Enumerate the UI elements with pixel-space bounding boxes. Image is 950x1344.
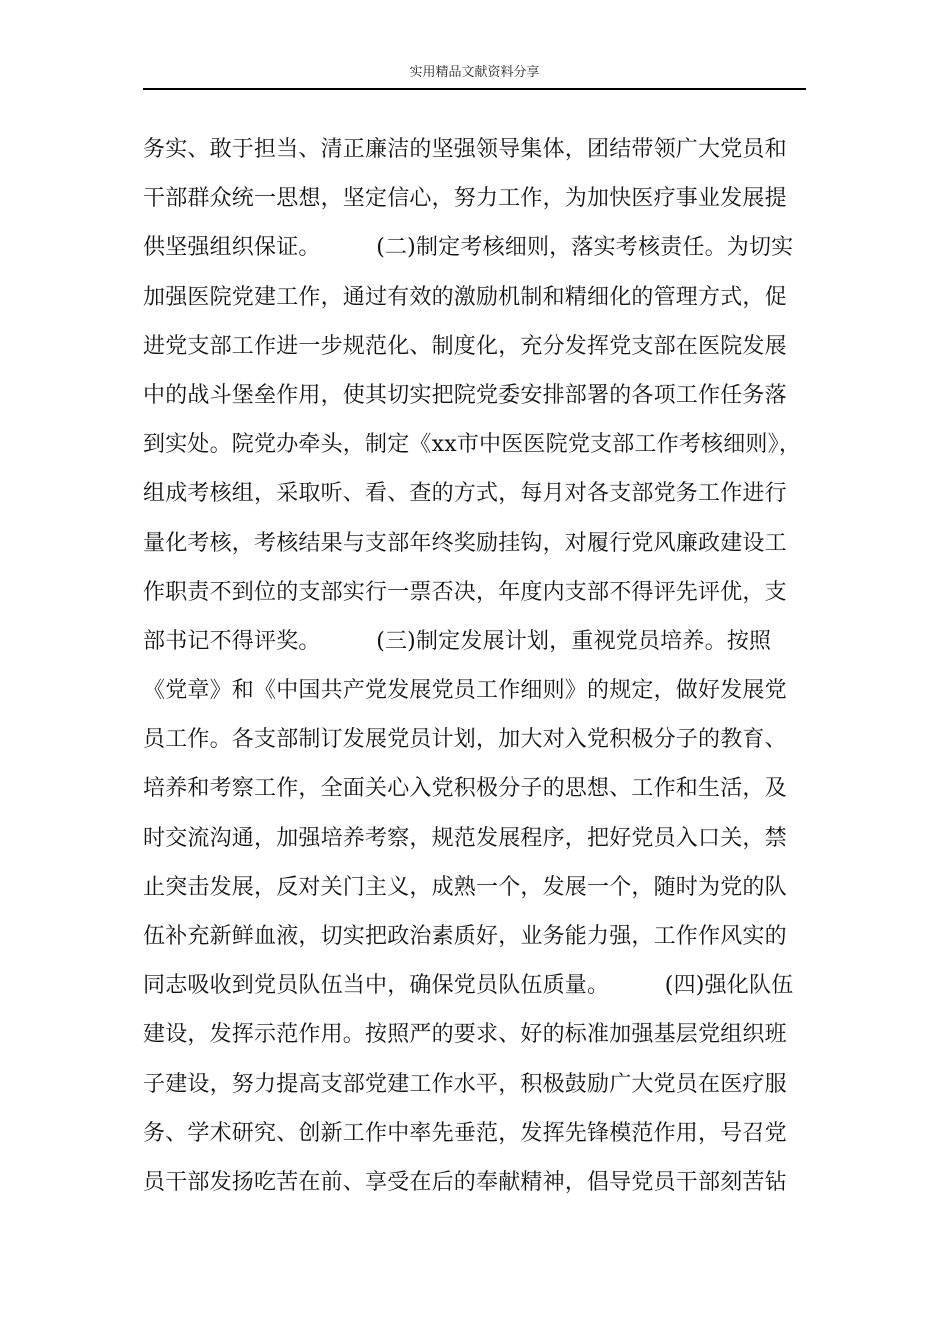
text-line: 培养和考察工作，全面关心入党积极分子的思想、工作和生活，及 <box>143 776 787 802</box>
text-line: 员干部发扬吃苦在前、享受在后的奉献精神，倡导党员干部刻苦钻 <box>143 1169 787 1195</box>
text-line: 务实、敢于担当、清正廉洁的坚强领导集体，团结带领广大党员和 <box>143 137 787 162</box>
text-line: 干部群众统一思想，坚定信心，努力工作，为加快医疗事业发展提 <box>143 186 787 212</box>
text-line: 同志吸收到党员队伍当中，确保党员队伍质量。 (四)强化队伍 <box>143 973 794 999</box>
text-line: 子建设，努力提高支部党建工作水平，积极鼓励广大党员在医疗服 <box>143 1071 787 1097</box>
text-line: 部书记不得评奖。 (三)制定发展计划，重视党员培养。按照 <box>143 628 772 654</box>
text-line: 中的战斗堡垒作用，使其切实把院党委安排部署的各项工作任务落 <box>143 382 787 408</box>
text-line: 进党支部工作进一步规范化、制度化，充分发挥党支部在医院发展 <box>143 333 787 359</box>
text-line: 到实处。院党办牵头，制定《xx市中医医院党支部工作考核细则》， <box>143 432 802 458</box>
text-line: 员工作。各支部制订发展党员计划，加大对入党积极分子的教育、 <box>143 727 787 753</box>
text-line: 供坚强组织保证。 (二)制定考核细则，落实考核责任。为切实 <box>143 235 794 261</box>
header-title: 实用精品文献资料分享 <box>409 65 540 80</box>
text-line: 组成考核组，采取听、看、查的方式，每月对各支部党务工作进行 <box>143 481 787 507</box>
text-line: 建设，发挥示范作用。按照严的要求、好的标准加强基层党组织班 <box>143 1022 787 1048</box>
text-line: 时交流沟通，加强培养考察，规范发展程序，把好党员入口关，禁 <box>143 825 787 851</box>
text-line: 《党章》和《中国共产党发展党员工作细则》的规定，做好发展党 <box>143 678 787 704</box>
document-body <box>143 125 813 1207</box>
text-line: 务、学术研究、创新工作中率先垂范，发挥先锋模范作用，号召党 <box>143 1120 787 1146</box>
text-line: 伍补充新鲜血液，切实把政治素质好，业务能力强，工作作风实的 <box>143 924 787 949</box>
text-line: 加强医院党建工作，通过有效的激励机制和精细化的管理方式，促 <box>143 284 787 310</box>
text-line: 量化考核，考核结果与支部年终奖励挂钩，对履行党风廉政建设工 <box>143 530 787 556</box>
text-line: 作职责不到位的支部实行一票否决，年度内支部不得评先评优，支 <box>143 579 787 605</box>
text-line: 止突击发展，反对关门主义，成熟一个，发展一个，随时为党的队 <box>143 874 787 900</box>
page-header <box>143 62 806 90</box>
